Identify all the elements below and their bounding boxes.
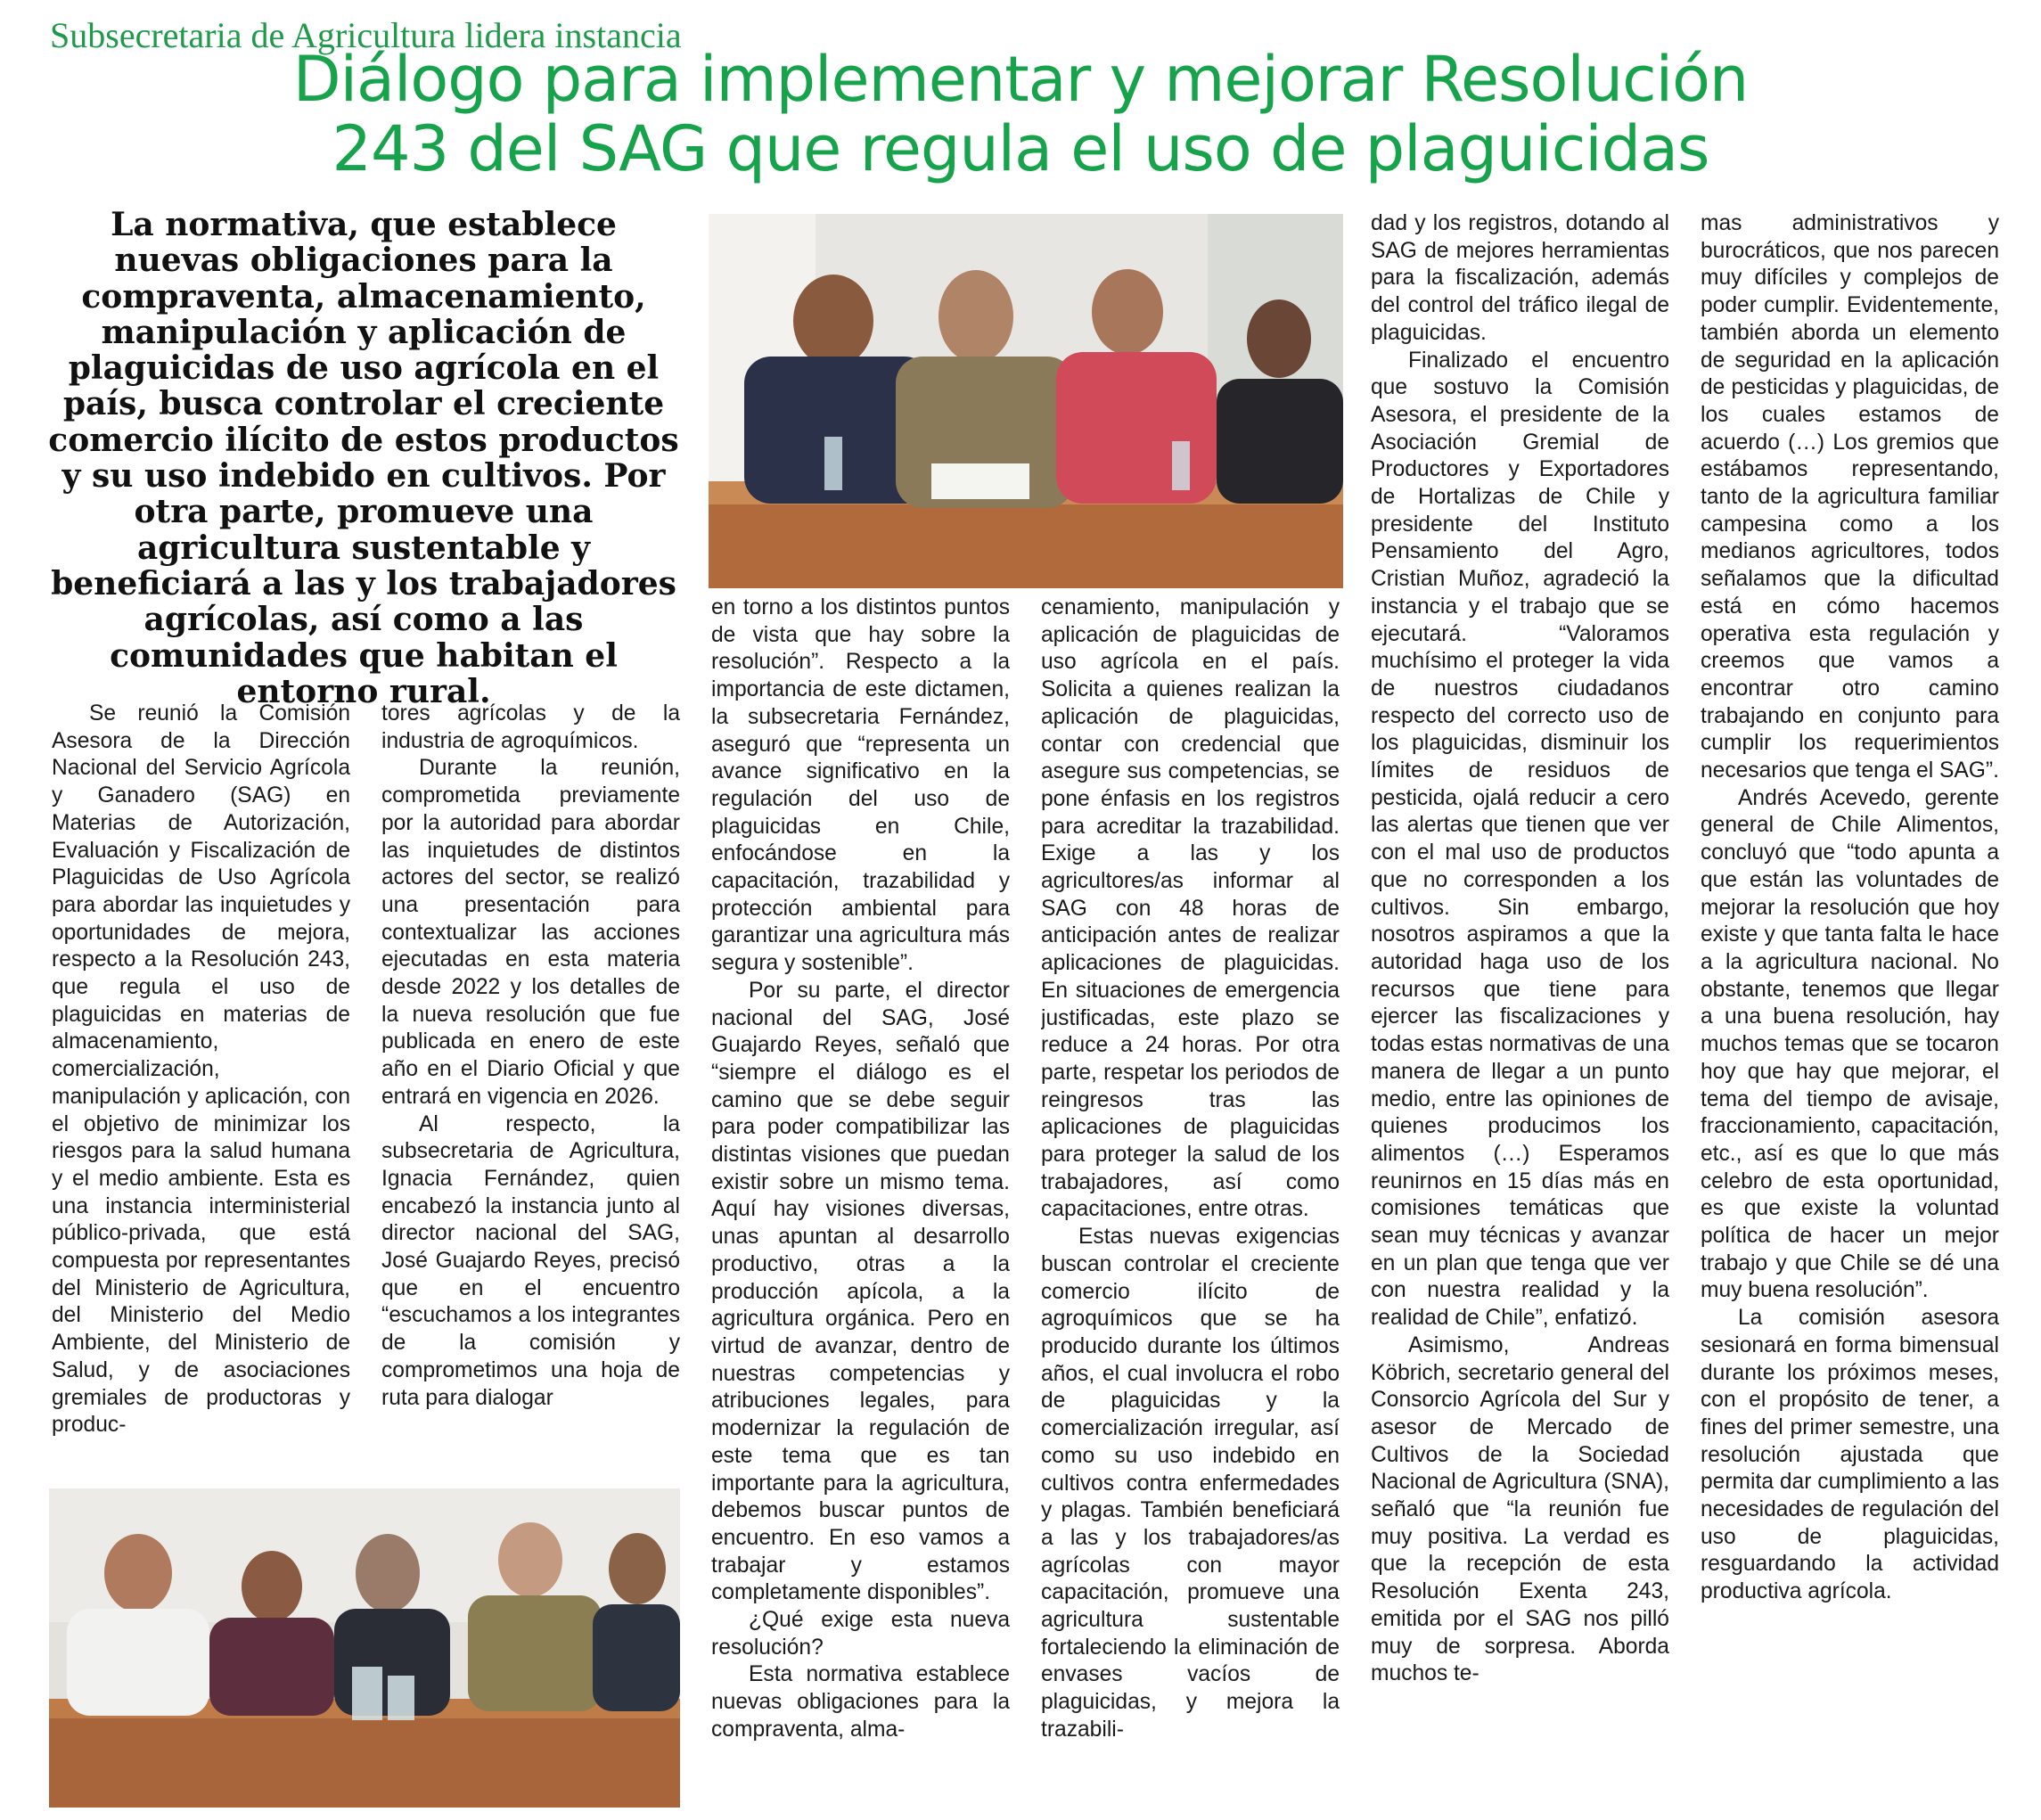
paragraph: en torno a los distintos puntos de vista que hay sobre la resolución”. Respecto a la importancia de este dictamen, la subsecretaria Fernández, aseguró que “representa un avance significativo en la regulación del uso de plaguicidas en Chile, enfocándose en la capacitación, trazabilidad y protección ambiental para garantizar una agricultura más segura y sostenible”. [711,595,1010,976]
section-subhead: ¿Qué exige esta nueva resolución? [711,1608,1010,1660]
article-column-5 [1371,210,1669,1811]
article-column-2 [381,701,680,1467]
paragraph: Andrés Acevedo, gerente general de Chile Alimentos, concluyó que “todo apunta a que están las voluntades de mejorar la resolución que hoy existe y que tanta falta le hace a la agricultura nacional. No obstante, tenemos que llegar a una buena resolución, hay muchos temas que se tocaron hoy que hay que mejorar, el tema del tiempo de avisaje, fraccionamiento, capacitación, etc., así es que lo que más celebro de esta oportunidad, es que existe la voluntad política de hacer un mejor trabajo y que Chile se dé una muy buena resolución”. [1701,785,1999,1303]
article-column-1 [52,701,350,1467]
article-column-6 [1701,210,1999,1811]
paragraph: Al respecto, la subsecretaria de Agricultura, Ignacia Fernández, quien encabezó la instancia junto al director nacional del SAG, José Guajardo Reyes, precisó que en el encuentro “escuchamos a los integrantes de la comisión y comprometimos una hoja de ruta para dialogar [381,1111,680,1410]
paragraph: Se reunió la Comisión Asesora de la Dirección Nacional del Servicio Agrícola y Ganadero (SAG) en Materias de Autorización, Evaluación y Fiscalización de Plaguicidas de Uso Agrícola para abordar las inquietudes y oportunidades de mejora, respecto a la Resolución 243, que regula el uso de plaguicidas en materias de almacenamiento, comercialización, manipulación y aplicación, con el objetivo de minimizar los riesgos para la salud humana y el medio ambiente. Esta es una instancia interministerial público-privada, que está compuesta por representantes del Ministerio de Agricultura, del Ministerio del Medio Ambiente, del Ministerio de Salud, y de asociaciones gremiales de productoras y produc- [52,701,350,1438]
paragraph: cenamiento, manipulación y aplicación de plaguicidas de uso agrícola en el país. Solicita a quienes realizan la aplicación de plaguicidas, contar con credencial que asegure sus competencias, se pone énfasis en los registros para acreditar la trazabilidad. Exige a las y los agricultores/as informar al SAG con 48 horas de anticipación antes de realizar aplicaciones de plaguicidas. En situaciones de emergencia justificadas, este plazo se reduce a 24 horas. Por otra parte, respetar los periodos de reingresos tras las aplicaciones de plaguicidas para proteger la salud de los trabajadores, así como capacitaciones, entre otras. [1041,595,1340,1222]
paragraph: Esta normativa establece nuevas obligaciones para la compraventa, alma- [711,1662,1010,1742]
paragraph: Asimismo, Andreas Köbrich, secretario general del Consorcio Agrícola del Sur y asesor de Mercado de Cultivos de la Sociedad Nacional de Agricultura (SNA), señaló que “la reunión fue muy positiva. La verdad es que la recepción de esta Resolución Exenta 243, emitida por el SAG nos pilló muy de sorpresa. Aborda muchos te- [1371,1332,1669,1686]
meeting-photo-top [709,214,1343,588]
paragraph: Por su parte, el director nacional del SAG, José Guajardo Reyes, señaló que “siempre el diálogo es el camino que se debe seguir para poder compatibilizar las distintas visiones que puedan existir sobre un mismo tema. Aquí hay visiones diversas, unas apuntan al desarrollo productivo, otras a la producción apícola, a la agricultura orgánica. Pero en virtud de avanzar, dentro de nuestras competencias y atribuciones legales, para modernizar la regulación de este tema que es tan importante para la agricultura, debemos buscar puntos de encuentro. En eso vamos a trabajar y estamos completamente disponibles”. [711,978,1010,1605]
lead-paragraph: La normativa, que establece nuevas obligaciones para la compraventa, almacenamiento, manipulación y aplicación de plaguicidas de uso agrícola en el país, busca controlar el creciente comercio ilícito de estos productos y su uso indebido en cultivos. Por otra parte, promueve una agricultura sustentable y beneficiará a las y los trabajadores agrícolas, así como a las comunidades que habitan el entorno rural. [48,206,679,710]
paragraph: dad y los registros, dotando al SAG de mejores herramientas para la fiscalización, además del control del tráfico ilegal de plaguicidas. [1371,211,1669,345]
paragraph: Finalizado el encuentro que sostuvo la Comisión Asesora, el presidente de la Asociación Gremial de Productores y Exportadores de Hortalizas de Chile y presidente del Instituto Pensamiento del Agro, Cristian Muñoz, agradeció la instancia y el trabajo que se ejecutará. “Valoramos muchísimo el proteger la vida de nuestros ciudadanos respecto del correcto uso de los plaguicidas, disminuir los límites de residuos de pesticida, ojalá reducir a cero las alertas que tienen que ver con el mal uso de productos que no corresponden a los cultivos. Sin embargo, nosotros aspiramos a que la autoridad haga uso de los recursos que tiene para ejercer las fiscalizaciones y todas estas normativas de una manera de llegar a un punto medio, entre las opiniones de quienes producimos los alimentos (…) Esperamos reunirnos en 15 días más en comisiones temáticas que sean muy técnicas y avanzar en un plan que tenga que ver con nuestra realidad y la realidad de Chile”, enfatizó. [1371,348,1669,1331]
paragraph: La comisión asesora sesionará en forma bimensual durante los próximos meses, con el propósito de tener, a fines del primer semestre, una resolución ajustada que permita dar cumplimiento a las necesidades de regulación del uso de plaguicidas, resguardando la actividad productiva agrícola. [1701,1306,1999,1604]
headline [53,45,1988,184]
paragraph: tores agrícolas y de la industria de agroquímicos. [381,701,680,753]
paragraph: Estas nuevas exigencias buscan controlar el creciente comercio ilícito de agroquímicos que se ha producido durante los últimos años, el cual involucra el robo de plaguicidas y la comercialización irregular, así como su uso indebido en cultivos contra enfermedades y plagas. También beneficiará a las y los trabajadores/as agrícolas con mayor capacitación, promueve una agricultura sustentable fortaleciendo la eliminación de envases vacíos de plaguicidas, y mejora la trazabili- [1041,1225,1340,1742]
headline-line-1: Diálogo para implementar y mejorar Resolución [292,43,1749,116]
kicker: Subsecretaria de Agricultura lidera instancia [50,15,682,55]
article-column-4 [1041,594,1340,1811]
article-column-3 [711,594,1010,1811]
paragraph: mas administrativos y burocráticos, que nos parecen muy difíciles y complejos de poder cumplir. Evidentemente, también aborda un elemento de seguridad en la aplicación de pesticidas y plaguicidas, de los cuales estamos de acuerdo (…) Los gremios que estábamos representando, tanto de la agricultura familiar campesina como a los medianos agricultores, todos señalamos que la dificultad está en cómo hacemos operativa esta regulación y creemos que vamos a encontrar otro camino trabajando en conjunto para cumplir los requerimientos necesarios que tenga el SAG”. [1701,211,1999,783]
meeting-photo-bottom [49,1488,680,1808]
paragraph: Durante la reunión, comprometida previamente por la autoridad para abordar las inquietudes de distintos actores del sector, se realizó una presentación para contextualizar las acciones ejecutadas en esta materia desde 2022 y los detalles de la nueva resolución que fue publicada en enero de este año en el Diario Oficial y que entrará en vigencia en 2026. [381,756,680,1109]
headline-line-2: 243 del SAG que regula el uso de plaguicidas [332,112,1709,185]
